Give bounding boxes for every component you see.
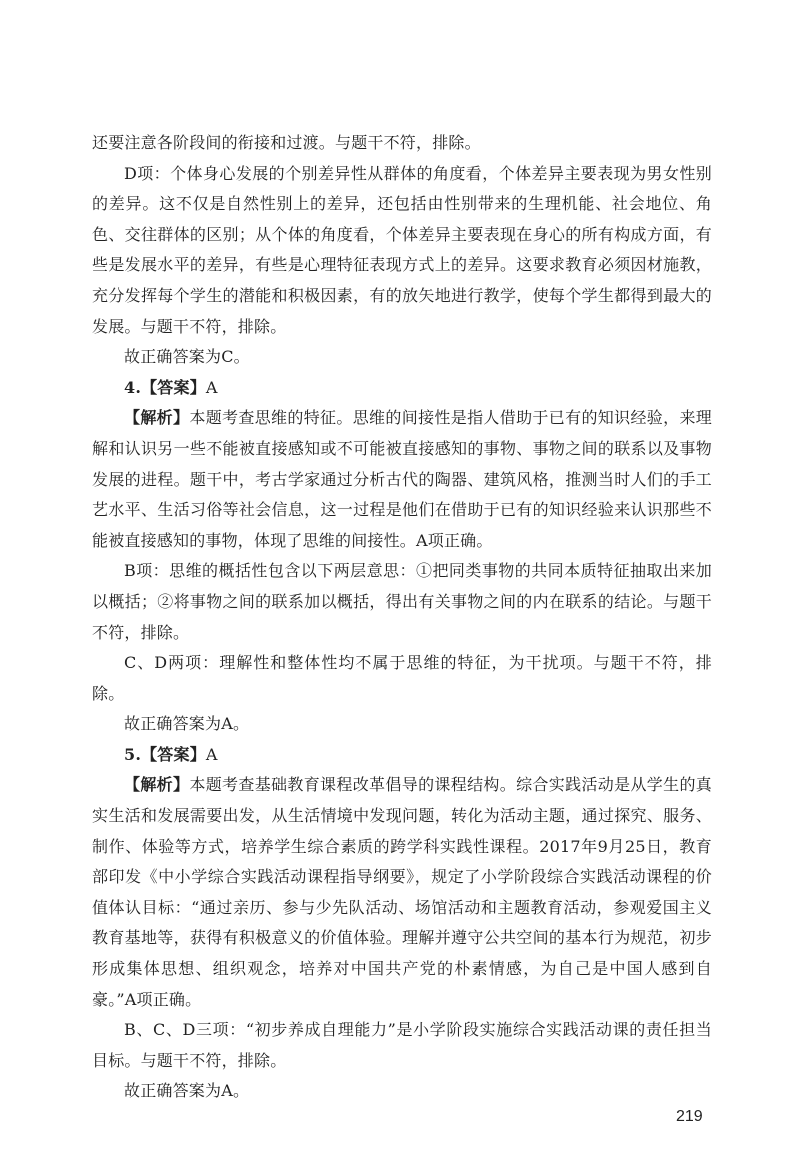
paragraph-text: D项：个体身心发展的个别差异性从群体的角度看，个体差异主要表现为男女性别的差异。这不仅是自然性别上的差异，还包括由性别带来的生理机能、社会地位、角色、交往群体的区别；从个体的角度看，个体差异主要表现在身心的所有构成方面，有些是发展水平的差异，有些是心理特征表现方式上的差异。这要求教育必须因材施教，充分发挥每个学生的潜能和积极因素，有的放矢地进行教学，使每个学生都得到最大的发展。与题干不符，排除。 [92,163,712,336]
paragraph [92,770,712,1015]
paragraph-text: 故正确答案为C。 [124,347,250,367]
paragraph [92,1015,712,1076]
paragraph-label: 【解析】 [124,408,190,428]
paragraph-text: 故正确答案为A。 [124,1081,250,1101]
paragraph-text: C、D两项：理解性和整体性均不属于思维的特征，为干扰项。与题干不符，排除。 [92,653,712,703]
paragraph-text: A [205,744,218,764]
paragraph-text: 本题考查思维的特征。思维的间接性是指人借助于已有的知识经验，来理解和认识另一些不能被直接感知或不可能被直接感知的事物、事物之间的联系以及事物发展的进程。题干中，考古学家通过分析古代的陶器、建筑风格，推测当时人们的手工艺水平、生活习俗等社会信息，这一过程是他们在借助于已有的知识经验来认识那些不能被直接感知的事物，体现了思维的间接性。A项正确。 [92,408,712,550]
paragraph [92,159,712,343]
paragraph-text: 还要注意各阶段间的衔接和过渡。与题干不符，排除。 [92,133,481,152]
paragraph-label: 5.【答案】 [124,744,206,764]
paragraph [92,648,712,709]
paragraph-text: A [205,377,218,397]
paragraph-text: 本题考查基础教育课程改革倡导的课程结构。综合实践活动是从学生的真实生活和发展需要出发，从生活情境中发现问题，转化为活动主题，通过探究、服务、制作、体验等方式，培养学生综合素质的跨学科实践性课程。2017年9月25日，教育部印发《中小学综合实践活动课程指导纲要》，规定了小学阶段综合实践活动课程的价值体认目标：“通过亲历、参与少先队活动、场馆活动和主题教育活动，参观爱国主义教育基地等，获得有积极意义的价值体验。理解并遵守公共空间的基本行为规范，初步形成集体思想、组织观念，培养对中国共产党的朴素情感，为自己是中国人感到自豪。”A项正确。 [92,775,712,1009]
paragraph-text: B、C、D三项：“初步养成自理能力”是小学阶段实施综合实践活动课的责任担当目标。与题干不符，排除。 [92,1020,712,1070]
paragraph-text: B项：思维的概括性包含以下两层意思：①把同类事物的共同本质特征抽取出来加以概括；②将事物之间的联系加以概括，得出有关事物之间的内在联系的结论。与题干不符，排除。 [92,561,712,642]
paragraph-label: 【解析】 [124,775,190,795]
paragraph [92,342,712,373]
answer-explanation-text [92,128,712,1107]
paragraph [92,556,712,648]
paragraph [92,740,712,771]
paragraph-text: 故正确答案为A。 [124,714,250,734]
paragraph [92,403,712,556]
paragraph [92,373,712,404]
paragraph [92,1076,712,1107]
paragraph [92,128,712,159]
paragraph-label: 4.【答案】 [124,377,206,397]
page-number: 219 [676,1108,703,1125]
paragraph [92,709,712,740]
